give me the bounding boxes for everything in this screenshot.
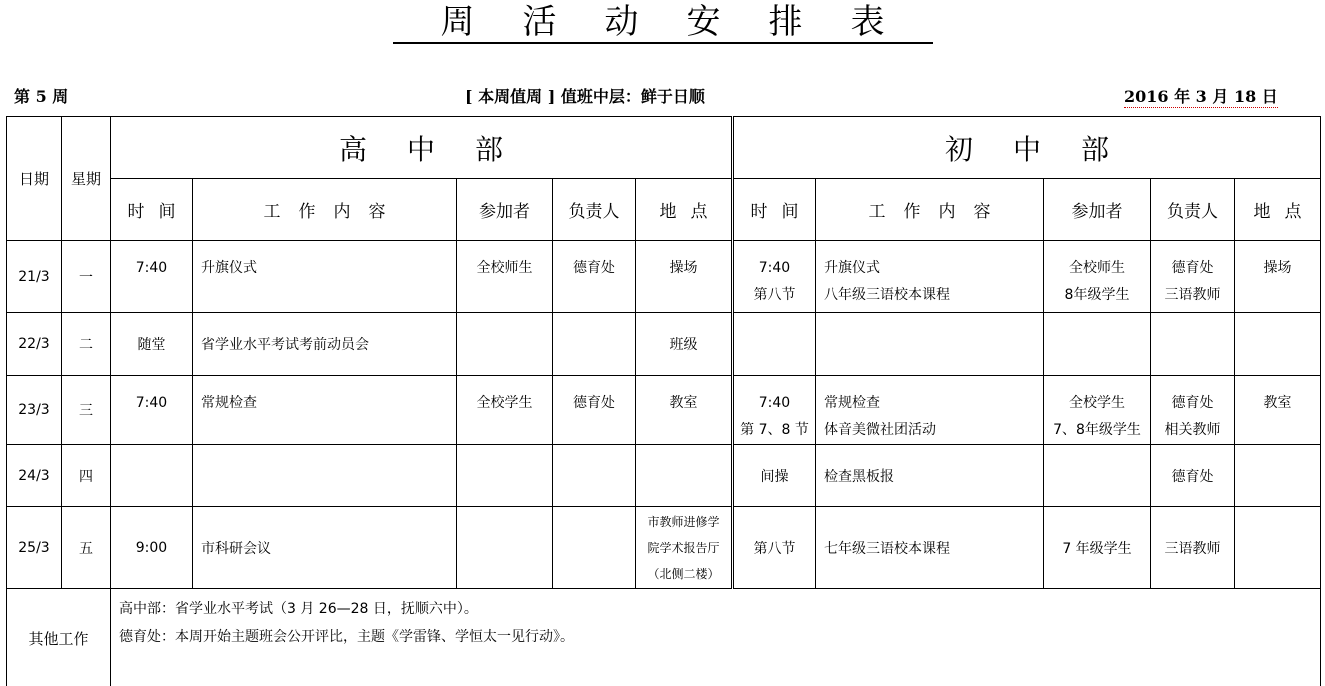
jh-header-content: 工作内容 — [816, 179, 1044, 241]
sh-participants — [457, 507, 553, 589]
row-weekday: 三 — [62, 376, 111, 445]
jh-time: 7:40 第八节 — [733, 241, 816, 313]
other-work-label: 其他工作 — [7, 589, 111, 686]
page-title — [0, 2, 1325, 44]
sh-header-location: 地点 — [636, 179, 733, 241]
sh-location: 教室 — [636, 376, 733, 445]
jh-header-location: 地点 — [1235, 179, 1321, 241]
jh-participants: 7 年级学生 — [1044, 507, 1151, 589]
sh-content: 省学业水平考试考前动员会 — [193, 313, 457, 376]
sh-header-participants: 参加者 — [457, 179, 553, 241]
jh-location: 教室 — [1235, 376, 1321, 445]
sh-location: 市教师进修学 院学术报告厅 （北侧二楼） — [636, 507, 733, 589]
header-date: 日期 — [7, 117, 62, 241]
jh-time — [733, 313, 816, 376]
jh-content: 检查黑板报 — [816, 445, 1044, 507]
sh-time: 7:40 — [111, 241, 193, 313]
header-row-columns — [7, 179, 1321, 241]
jh-content — [816, 313, 1044, 376]
jh-leader: 德育处 — [1151, 445, 1235, 507]
sh-leader: 德育处 — [553, 376, 636, 445]
header-senior-dept: 高中部 — [111, 117, 733, 179]
jh-time: 第八节 — [733, 507, 816, 589]
schedule-date: 2016 年 3 月 18 日 — [1124, 84, 1278, 108]
jh-header-time: 时间 — [733, 179, 816, 241]
jh-participants: 全校学生 7、8年级学生 — [1044, 376, 1151, 445]
sh-time — [111, 445, 193, 507]
schedule-table — [6, 116, 1321, 686]
sh-time: 9:00 — [111, 507, 193, 589]
jh-time: 7:40 第 7、8 节 — [733, 376, 816, 445]
jh-header-leader: 负责人 — [1151, 179, 1235, 241]
jh-participants: 全校师生 8年级学生 — [1044, 241, 1151, 313]
table-row — [7, 241, 1321, 313]
jh-location — [1235, 313, 1321, 376]
sh-header-time: 时间 — [111, 179, 193, 241]
sh-header-leader: 负责人 — [553, 179, 636, 241]
sh-content — [193, 445, 457, 507]
jh-leader: 德育处 相关教师 — [1151, 376, 1235, 445]
week-number: 第 5 周 — [14, 87, 69, 106]
row-weekday: 一 — [62, 241, 111, 313]
sh-participants — [457, 313, 553, 376]
sh-location: 操场 — [636, 241, 733, 313]
other-work-line: 高中部：省学业水平考试（3 月 26—28 日，抚顺六中）。 — [119, 601, 478, 617]
row-weekday: 五 — [62, 507, 111, 589]
table-row — [7, 507, 1321, 589]
row-weekday: 二 — [62, 313, 111, 376]
jh-location — [1235, 445, 1321, 507]
jh-content: 升旗仪式 八年级三语校本课程 — [816, 241, 1044, 313]
row-date: 21/3 — [7, 241, 62, 313]
jh-leader — [1151, 313, 1235, 376]
row-date: 22/3 — [7, 313, 62, 376]
row-weekday: 四 — [62, 445, 111, 507]
sh-content: 升旗仪式 — [193, 241, 457, 313]
sh-participants: 全校学生 — [457, 376, 553, 445]
row-date: 23/3 — [7, 376, 62, 445]
sh-content: 市科研会议 — [193, 507, 457, 589]
sh-leader — [553, 313, 636, 376]
sh-leader — [553, 445, 636, 507]
row-date: 24/3 — [7, 445, 62, 507]
sh-time: 7:40 — [111, 376, 193, 445]
header-weekday: 星期 — [62, 117, 111, 241]
jh-content: 常规检查 体音美微社团活动 — [816, 376, 1044, 445]
header-junior-dept: 初中部 — [733, 117, 1321, 179]
sh-location: 班级 — [636, 313, 733, 376]
other-work-row — [7, 589, 1321, 686]
jh-location — [1235, 507, 1321, 589]
table-row — [7, 376, 1321, 445]
duty-officer: [ 本周值周 ] 值班中层：鲜于日顺 — [465, 87, 705, 106]
jh-leader: 三语教师 — [1151, 507, 1235, 589]
sh-leader: 德育处 — [553, 241, 636, 313]
jh-time: 间操 — [733, 445, 816, 507]
sh-participants: 全校师生 — [457, 241, 553, 313]
sh-location — [636, 445, 733, 507]
sh-participants — [457, 445, 553, 507]
table-row — [7, 445, 1321, 507]
jh-participants — [1044, 445, 1151, 507]
sh-leader — [553, 507, 636, 589]
other-work-line: 德育处：本周开始主题班会公开评比，主题《学雷锋、学恒太一见行动》。 — [119, 629, 574, 645]
header-row-departments — [7, 117, 1321, 179]
page-title-text: 周活动安排表 — [393, 2, 933, 44]
sh-content: 常规检查 — [193, 376, 457, 445]
other-work-content — [111, 589, 1321, 686]
sh-time: 随堂 — [111, 313, 193, 376]
jh-header-participants: 参加者 — [1044, 179, 1151, 241]
jh-content: 七年级三语校本课程 — [816, 507, 1044, 589]
table-row — [7, 313, 1321, 376]
row-date: 25/3 — [7, 507, 62, 589]
jh-location: 操场 — [1235, 241, 1321, 313]
jh-participants — [1044, 313, 1151, 376]
sh-header-content: 工作内容 — [193, 179, 457, 241]
jh-leader: 德育处 三语教师 — [1151, 241, 1235, 313]
